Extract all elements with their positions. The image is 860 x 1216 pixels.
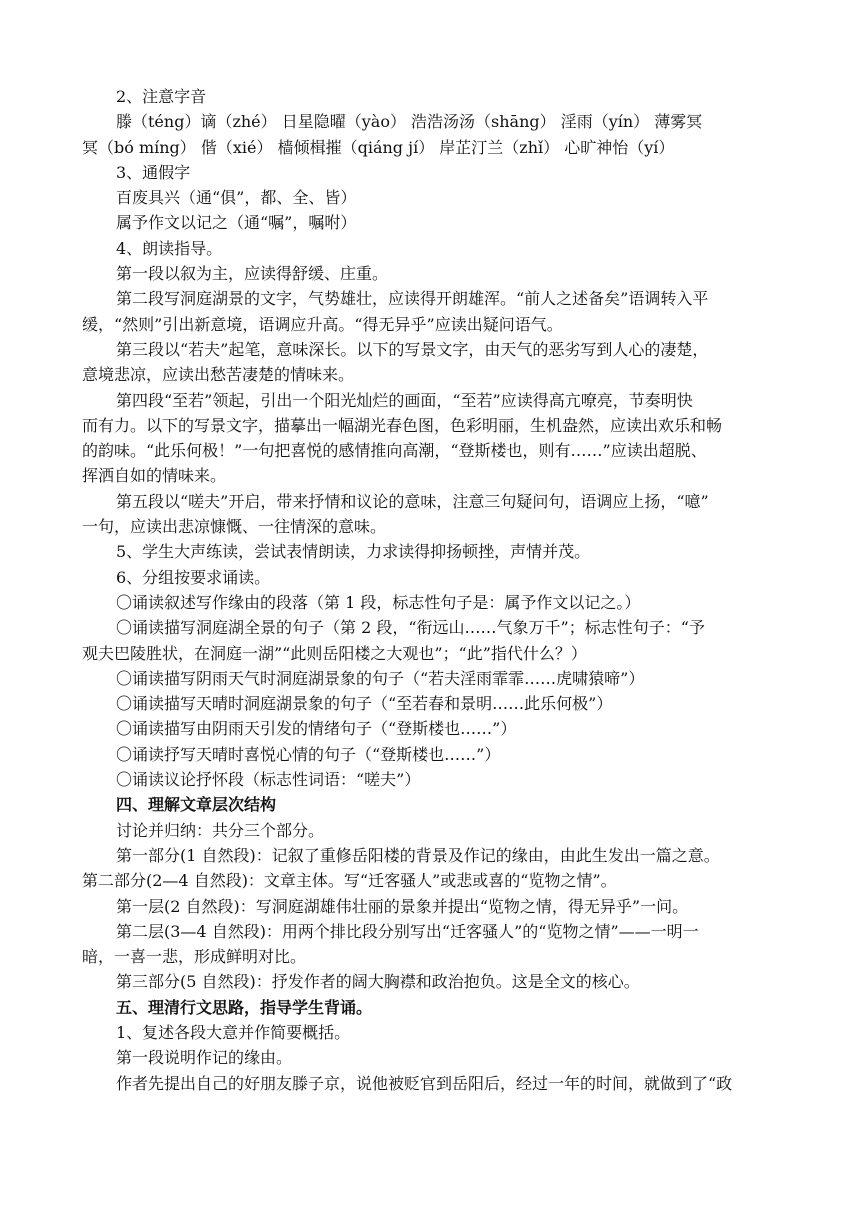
text-line: 第三段以“若夫”起笔，意味深长。以下的写景文字，由天气的恶劣写到人心的凄楚， [116,339,709,359]
section-heading: 四、理解文章层次结构 [116,795,277,815]
text-line: 第二部分(2—4 自然段)：文章主体。写“迁客骚人”或悲或喜的“览物之情”。 [82,871,617,891]
text-line: 〇诵读描写由阴雨天引发的情绪句子（“登斯楼也……”） [116,719,517,739]
text-line: 〇诵读叙述写作缘由的段落（第 1 段，标志性句子是：属予作文以记之。） [116,592,641,612]
text-line: 〇诵读描写阴雨天气时洞庭湖景象的句子（“若夫淫雨霏霏……虎啸猿啼”） [116,668,645,688]
text-line: 第一段说明作记的缘由。 [116,1048,293,1068]
text-line: 1、复述各段大意并作简要概括。 [116,1022,351,1042]
text-line: 〇诵读描写天晴时洞庭湖景象的句子（“至若春和景明……此乐何极”） [116,694,613,714]
text-line: 2、注意字音 [116,87,207,106]
text-line: 第二段写洞庭湖景的文字，气势雄壮，应读得开朗雄浑。“前人之述备矣”语调转入平 [116,289,709,309]
text-line: 3、通假字 [116,162,191,182]
text-line: 第三部分(5 自然段)：抒发作者的阔大胸襟和政治抱负。这是全文的核心。 [116,972,640,992]
text-line: 第一段以叙为主，应读得舒缓、庄重。 [116,264,389,284]
text-line: 观夫巴陵胜状，在洞庭一湖”“此则岳阳楼之大观也”；“此”指代什么？） [82,643,587,663]
text-line: 缓，“然则”引出新意境，语调应升高。“得无异乎”应读出疑问语气。 [82,314,563,334]
text-line: 暗，一喜一悲，形成鲜明对比。 [82,947,307,967]
text-line: 4、朗读指导。 [116,238,223,258]
text-line: 〇诵读议论抒怀段（标志性词语：“嗟夫”） [116,770,421,790]
text-line: 第五段以“嗟夫”开启，带来抒情和议论的意味，注意三句疑问句，语调应上扬，“噫” [116,491,709,511]
text-line: 作者先提出自己的好朋友滕子京，说他被贬官到岳阳后，经过一年的时间，就做到了“政 [116,1073,733,1093]
text-line: 6、分组按要求诵读。 [116,567,271,587]
text-line: 冥（bó míng） 偕（xié） 樯倾楫摧（qiáng jí） 岸芷汀兰（zhǐ） 心旷神怡（yí） [82,137,675,157]
text-line: 〇诵读描写洞庭湖全景的句子（第 2 段，“衔远山……气象万千”；标志性句子：“予 [116,618,705,638]
text-line: 5、学生大声练读，尝试表情朗读，力求读得抑扬顿挫，声情并茂。 [116,542,591,562]
text-line: 属予作文以记之（通“嘱”，嘱咐） [116,213,357,233]
text-line: 〇诵读抒写天晴时喜悦心情的句子（“登斯楼也……”） [116,744,501,764]
text-line: 挥洒自如的情味来。 [82,466,227,486]
text-line: 而有力。以下的写景文字，描摹出一幅湖光春色图，色彩明丽，生机盎然，应读出欢乐和畅 [82,415,723,435]
text-line: 第四段“至若”领起，引出一个阳光灿烂的画面，“至若”应读得高亢嘹亮，节奏明快 [116,390,693,410]
text-line: 的韵味。“此乐何极！”一句把喜悦的感情推向高潮，“登斯楼也，则有……”应读出超脱、 [82,441,707,461]
text-line: 一句，应读出悲凉慷慨、一往情深的意味。 [82,517,387,537]
section-heading: 五、理清行文思路，指导学生背诵。 [116,997,373,1017]
text-line: 第一层(2 自然段)：写洞庭湖雄伟壮丽的景象并提出“览物之情，得无异乎”一问。 [116,896,689,916]
text-line: 讨论并归纳：共分三个部分。 [116,820,325,840]
text-line: 第二层(3—4 自然段)：用两个排比段分别写出“迁客骚人”的“览物之情”——一明一 [116,921,699,941]
text-line: 第一部分(1 自然段)：记叙了重修岳阳楼的背景及作记的缘由，由此生发出一篇之意。 [116,845,720,865]
text-line: 百废具兴（通“俱”，都、全、皆） [116,188,357,208]
document-body [82,84,782,1096]
text-line: 滕（téng）谪（zhé） 日星隐曜（yào） 浩浩汤汤（shāng） 淫雨（yín） 薄雾冥 [116,112,703,132]
text-line: 意境悲凉，应读出愁苦凄楚的情味来。 [82,365,355,385]
